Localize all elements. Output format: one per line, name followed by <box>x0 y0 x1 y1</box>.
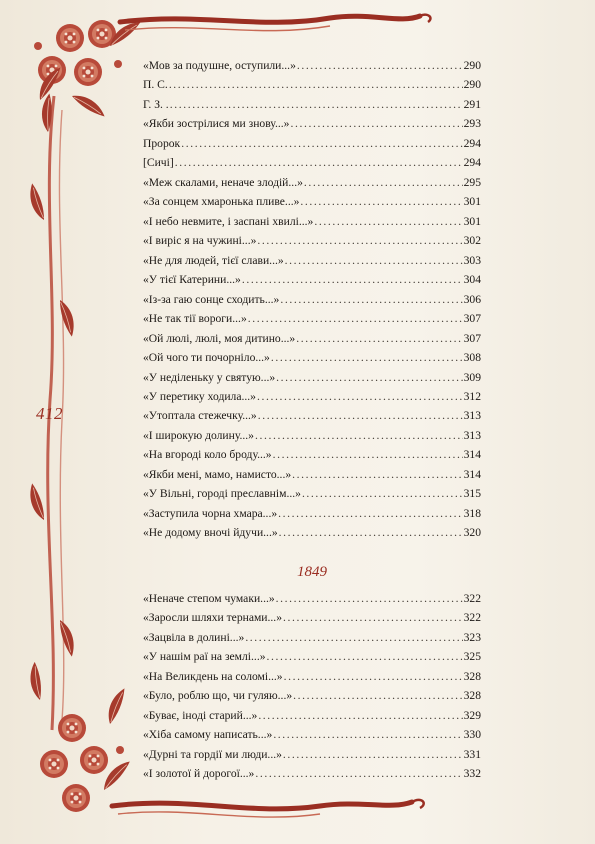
toc-entry-title: «Із-за гаю сонце сходить...» <box>143 292 280 306</box>
toc-entry-page: 309 <box>463 370 481 384</box>
toc-dot-leader <box>292 465 462 484</box>
toc-entry-title: «У тієї Катерини...» <box>143 273 241 287</box>
toc-entry-title: «І золотої й дорогої...» <box>143 767 255 781</box>
toc-section-before <box>143 56 481 543</box>
toc-entry-page: 294 <box>463 136 481 150</box>
toc-entry-title: «Якби мені, мамо, намисто...» <box>143 467 292 481</box>
toc-entry-title: «Не так тії вороги...» <box>143 312 247 326</box>
toc-entry-title: «Ой чого ти почорніло...» <box>143 351 270 365</box>
toc-entry-title: «Утоптала стежечку...» <box>143 409 257 423</box>
toc-entry <box>143 465 481 484</box>
toc-dot-leader <box>271 348 463 367</box>
toc-entry <box>143 212 481 231</box>
toc-entry-title: «На Великдень на соломі...» <box>143 669 283 683</box>
toc-dot-leader <box>242 270 463 289</box>
toc-dot-leader <box>245 628 462 647</box>
toc-entry <box>143 251 481 270</box>
toc-entry-page: 306 <box>463 292 481 306</box>
toc-dot-leader <box>267 647 463 666</box>
toc-entry <box>143 426 481 445</box>
toc-entry-title: «Було, роблю що, чи гуляю...» <box>143 689 293 703</box>
toc-entry <box>143 173 481 192</box>
toc-dot-leader <box>296 329 462 348</box>
toc-entry <box>143 290 481 309</box>
toc-entry-title: П. С. <box>143 78 168 92</box>
toc-entry-page: 308 <box>463 351 481 365</box>
toc-entry <box>143 95 481 114</box>
toc-entry <box>143 56 481 75</box>
toc-entry-page: 304 <box>463 273 481 287</box>
toc-dot-leader <box>273 445 463 464</box>
toc-entry <box>143 114 481 133</box>
toc-dot-leader <box>283 745 463 764</box>
toc-entry-page: 293 <box>463 117 481 131</box>
toc-entry-page: 295 <box>463 175 481 189</box>
toc-dot-leader <box>293 686 462 705</box>
toc-entry-page: 318 <box>463 506 481 520</box>
toc-entry-page: 302 <box>463 234 481 248</box>
toc-entry-title: Г. З. . <box>143 97 169 111</box>
toc-entry <box>143 745 481 764</box>
toc-entry-title: «Заросли шляхи тернами...» <box>143 611 283 625</box>
toc-dot-leader <box>300 192 462 211</box>
toc-entry-page: 320 <box>463 526 481 540</box>
toc-entry <box>143 75 481 94</box>
toc-entry-title: «На вгороді коло броду...» <box>143 448 272 462</box>
toc-entry-page: 322 <box>463 611 481 625</box>
toc-entry-title: «Дурні та гордії ми люди...» <box>143 747 282 761</box>
toc-entry-title: «Буває, іноді старий...» <box>143 708 258 722</box>
toc-entry-page: 307 <box>463 331 481 345</box>
toc-entry-title: «У неділеньку у святую...» <box>143 370 276 384</box>
toc-dot-leader <box>290 114 462 133</box>
toc-entry-page: 328 <box>463 669 481 683</box>
toc-entry <box>143 387 481 406</box>
toc-dot-leader <box>276 368 462 387</box>
page-number: 412 <box>36 404 63 423</box>
toc-entry-page: 303 <box>463 253 481 267</box>
toc-entry-title: «Ой люлі, люлі, моя дитино...» <box>143 331 296 345</box>
toc-entry-title: «Мов за подушне, оступили...» <box>143 59 296 72</box>
toc-entry-title: «У перетику ходила...» <box>143 389 256 403</box>
toc-dot-leader <box>279 523 463 542</box>
toc-dot-leader <box>255 764 462 783</box>
toc-dot-leader <box>181 134 462 153</box>
toc-entry <box>143 764 481 783</box>
toc-dot-leader <box>257 231 462 250</box>
toc-entry-title: Пророк <box>143 136 181 150</box>
toc-dot-leader <box>283 608 463 627</box>
toc-entry-page: 322 <box>463 592 481 605</box>
toc-entry <box>143 667 481 686</box>
toc-dot-leader <box>297 56 463 75</box>
toc-entry-title: «Зацвіла в долині...» <box>143 630 245 644</box>
toc-entry <box>143 706 481 725</box>
toc-entry-title: «Хіба самому написать...» <box>143 728 273 742</box>
toc-entry-page: 328 <box>463 689 481 703</box>
toc-entry-page: 301 <box>463 214 481 228</box>
toc-entry <box>143 628 481 647</box>
toc-dot-leader <box>280 290 462 309</box>
toc-entry <box>143 484 481 503</box>
toc-entry-title: «І небо невмите, і заспані хвилі...» <box>143 214 314 228</box>
toc-entry-page: 323 <box>463 630 481 644</box>
toc-entry <box>143 647 481 666</box>
toc-entry-page: 325 <box>463 650 481 664</box>
toc-dot-leader <box>170 95 463 114</box>
toc-entry-title: «Неначе степом чумаки...» <box>143 592 275 605</box>
toc-dot-leader <box>169 75 463 94</box>
toc-entry-page: 290 <box>463 59 481 72</box>
toc-entry <box>143 368 481 387</box>
toc-entry-title: «І виріс я на чужині...» <box>143 234 257 248</box>
toc-dot-leader <box>255 426 463 445</box>
toc-dot-leader <box>175 153 463 172</box>
toc-dot-leader <box>285 251 463 270</box>
toc-entry-title: «Заступила чорна хмара...» <box>143 506 278 520</box>
toc-dot-leader <box>284 667 463 686</box>
toc-dot-leader <box>276 589 463 608</box>
toc-entry <box>143 270 481 289</box>
toc-entry <box>143 445 481 464</box>
toc-entry <box>143 153 481 172</box>
toc-entry-page: 301 <box>463 195 481 209</box>
toc-entry-page: 313 <box>463 409 481 423</box>
toc-entry-title: «Меж скалами, неначе злодій...» <box>143 175 303 189</box>
toc-dot-leader <box>248 309 463 328</box>
toc-dot-leader <box>257 387 463 406</box>
toc-entry <box>143 192 481 211</box>
toc-entry-title: «Не для людей, тієї слави...» <box>143 253 284 267</box>
toc-entry-page: 329 <box>463 708 481 722</box>
toc-entry <box>143 348 481 367</box>
toc-entry <box>143 589 481 608</box>
toc-entry-page: 330 <box>463 728 481 742</box>
toc-entry-page: 307 <box>463 312 481 326</box>
toc-entry-page: 332 <box>463 767 481 781</box>
toc-entry <box>143 309 481 328</box>
toc-entry <box>143 329 481 348</box>
toc-entry <box>143 504 481 523</box>
toc-entry-page: 312 <box>463 389 481 403</box>
toc-entry <box>143 523 481 542</box>
toc-entry <box>143 406 481 425</box>
section-heading-year: 1849 <box>297 564 327 580</box>
toc-entry-title: «Не додому вночі йдучи...» <box>143 526 278 540</box>
toc-entry-title: «У Вільні, городі преславнім...» <box>143 487 301 501</box>
toc-entry <box>143 608 481 627</box>
toc-section-1849 <box>143 589 481 784</box>
toc-entry-page: 314 <box>463 467 481 481</box>
toc-dot-leader <box>258 406 463 425</box>
toc-dot-leader <box>304 173 463 192</box>
toc-entry-title: «Якби зострілися ми знову...» <box>143 117 290 131</box>
toc-entry <box>143 686 481 705</box>
toc-dot-leader <box>258 706 462 725</box>
toc-dot-leader <box>302 484 463 503</box>
toc-entry <box>143 725 481 744</box>
toc-dot-leader <box>273 725 462 744</box>
toc-entry-page: 315 <box>463 487 481 501</box>
toc-entry <box>143 231 481 250</box>
toc-entry-title: «У нашім раї на землі...» <box>143 650 266 664</box>
toc-entry-page: 290 <box>463 78 481 92</box>
toc-entry-page: 314 <box>463 448 481 462</box>
toc-entry-title: [Сичі] <box>143 156 174 170</box>
toc-entry-title: «За сонцем хмаронька пливе...» <box>143 195 300 209</box>
toc-entry-title: «І широкую долину...» <box>143 428 254 442</box>
toc-entry-page: 291 <box>463 97 481 111</box>
toc-dot-leader <box>278 504 462 523</box>
toc-entry-page: 331 <box>463 747 481 761</box>
toc-entry-page: 294 <box>463 156 481 170</box>
toc-entry <box>143 134 481 153</box>
toc-entry-page: 313 <box>463 428 481 442</box>
toc-dot-leader <box>314 212 462 231</box>
